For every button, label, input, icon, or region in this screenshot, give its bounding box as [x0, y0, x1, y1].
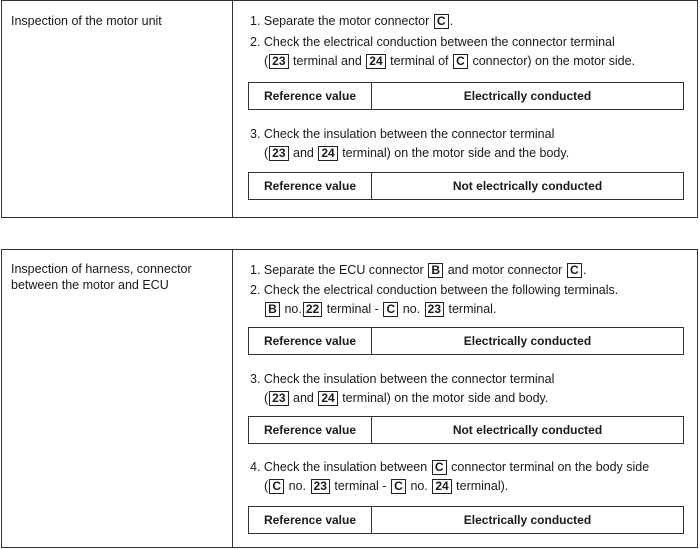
motor-unit-panel [1, 0, 698, 218]
column-divider [232, 250, 233, 547]
step-2: 2. Check the electrical conduction between the connector terminal ( 23 terminal and 24 terminal of C connector) on the motor side. [250, 35, 636, 68]
terminal-box: 24 [432, 479, 451, 494]
terminal-box: 24 [318, 146, 337, 161]
terminal-box: 22 [303, 302, 322, 317]
terminal-box: 24 [318, 391, 337, 406]
step-4: 4. Check the insulation between C connector terminal on the body side ( C no. 23 terminal - C no. 24 terminal). [250, 460, 650, 493]
step-1: 1. Separate the motor connector C . [250, 14, 454, 28]
connector-box: C [567, 263, 582, 278]
step-1: 1. Separate the ECU connector B and motor connector C . [250, 263, 587, 277]
connector-box: B [428, 263, 443, 278]
terminal-box: 24 [366, 54, 385, 69]
terminal-box: 23 [425, 302, 444, 317]
connector-box: C [453, 54, 468, 69]
connector-box: C [432, 460, 447, 475]
connector-box: C [391, 479, 406, 494]
panel-label: Inspection of harness, connector between the motor and ECU [11, 262, 192, 292]
terminal-box: 23 [269, 391, 288, 406]
step-2: 2. Check the electrical conduction between the following terminals. B no. 22 terminal - C no. 23 terminal. [250, 283, 619, 316]
reference-value-row: Reference value Electrically conducted [248, 506, 684, 534]
terminal-box: 23 [311, 479, 330, 494]
reference-value-row: Reference value Electrically conducted [248, 82, 684, 110]
terminal-box: 23 [269, 54, 288, 69]
connector-box: C [383, 302, 398, 317]
step-3: 3. Check the insulation between the connector terminal ( 23 and 24 terminal) on the motor side and body. [250, 372, 555, 405]
terminal-box: 23 [269, 146, 288, 161]
reference-value-row: Reference value Not electrically conducted [248, 172, 684, 200]
step-3: 3. Check the insulation between the connector terminal ( 23 and 24 terminal) on the motor side and the body. [250, 127, 570, 160]
column-divider [232, 1, 233, 217]
connector-box: C [434, 14, 449, 29]
reference-value-row: Reference value Electrically conducted [248, 327, 684, 355]
connector-box: B [265, 302, 280, 317]
panel-label: Inspection of the motor unit [11, 14, 162, 28]
harness-connector-panel [1, 249, 698, 548]
reference-value-row: Reference value Not electrically conducted [248, 416, 684, 444]
connector-box: C [269, 479, 284, 494]
